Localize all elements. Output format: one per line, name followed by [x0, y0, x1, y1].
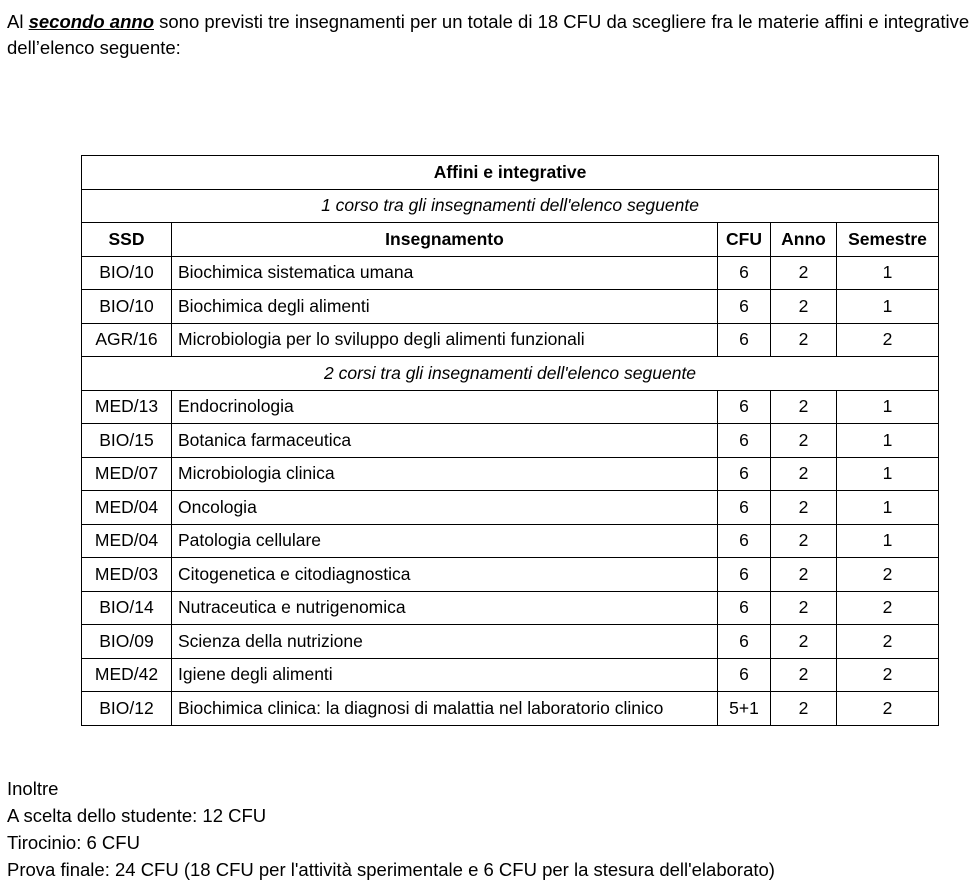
note-prova-finale: Prova finale: 24 CFU (18 CFU per l'attività sperimentale e 6 CFU per la stesura dell'elaborato) — [7, 859, 775, 880]
table-row — [82, 323, 939, 357]
cell-insegnamento: Scienza della nutrizione — [172, 625, 718, 659]
table-row — [82, 558, 939, 592]
intro-prefix: Al — [7, 11, 29, 32]
table-row — [82, 591, 939, 625]
note-scelta-studente: A scelta dello studente: 12 CFU — [7, 805, 267, 826]
cell-cfu: 6 — [718, 424, 771, 458]
cell-semestre: 1 — [837, 290, 939, 324]
col-header-ssd: SSD — [82, 223, 172, 257]
cell-insegnamento: Botanica farmaceutica — [172, 424, 718, 458]
group1-label: 1 corso tra gli insegnamenti dell'elenco seguente — [82, 189, 939, 223]
group2-header-row — [82, 357, 939, 391]
cell-insegnamento: Biochimica clinica: la diagnosi di malattia nel laboratorio clinico — [172, 692, 718, 726]
note-tirocinio: Tirocinio: 6 CFU — [7, 832, 140, 853]
group2-label: 2 corsi tra gli insegnamenti dell'elenco seguente — [82, 357, 939, 391]
col-header-anno: Anno — [771, 223, 837, 257]
column-header-row — [82, 223, 939, 257]
table-row — [82, 625, 939, 659]
cell-semestre: 2 — [837, 558, 939, 592]
cell-ssd: BIO/09 — [82, 625, 172, 659]
cell-semestre: 2 — [837, 323, 939, 357]
cell-semestre: 1 — [837, 491, 939, 525]
cell-anno: 2 — [771, 457, 837, 491]
cell-cfu: 6 — [718, 591, 771, 625]
cell-ssd: MED/03 — [82, 558, 172, 592]
note-inoltre: Inoltre — [7, 778, 59, 799]
table-title-row — [82, 156, 939, 190]
col-header-semestre: Semestre — [837, 223, 939, 257]
cell-semestre: 2 — [837, 591, 939, 625]
table-row — [82, 524, 939, 558]
table-title: Affini e integrative — [82, 156, 939, 190]
cell-cfu: 6 — [718, 457, 771, 491]
cell-cfu: 6 — [718, 558, 771, 592]
closing-notes — [7, 775, 972, 883]
cell-semestre: 1 — [837, 256, 939, 290]
cell-ssd: MED/42 — [82, 658, 172, 692]
cell-insegnamento: Nutraceutica e nutrigenomica — [172, 591, 718, 625]
cell-cfu: 6 — [718, 323, 771, 357]
cell-cfu: 6 — [718, 390, 771, 424]
cell-cfu: 6 — [718, 524, 771, 558]
cell-insegnamento: Citogenetica e citodiagnostica — [172, 558, 718, 592]
table-row — [82, 390, 939, 424]
cell-semestre: 1 — [837, 457, 939, 491]
cell-anno: 2 — [771, 256, 837, 290]
intro-emphasis: secondo anno — [28, 11, 154, 32]
cell-cfu: 6 — [718, 256, 771, 290]
cell-ssd: BIO/12 — [82, 692, 172, 726]
cell-insegnamento: Oncologia — [172, 491, 718, 525]
cell-semestre: 1 — [837, 524, 939, 558]
cell-insegnamento: Patologia cellulare — [172, 524, 718, 558]
cell-semestre: 1 — [837, 390, 939, 424]
cell-anno: 2 — [771, 692, 837, 726]
cell-cfu: 5+1 — [718, 692, 771, 726]
cell-cfu: 6 — [718, 290, 771, 324]
cell-cfu: 6 — [718, 491, 771, 525]
cell-insegnamento: Biochimica degli alimenti — [172, 290, 718, 324]
cell-semestre: 1 — [837, 424, 939, 458]
intro-paragraph — [7, 9, 972, 61]
cell-ssd: MED/04 — [82, 491, 172, 525]
col-header-cfu: CFU — [718, 223, 771, 257]
cell-anno: 2 — [771, 625, 837, 659]
cell-ssd: BIO/10 — [82, 290, 172, 324]
cell-anno: 2 — [771, 524, 837, 558]
cell-insegnamento: Microbiologia clinica — [172, 457, 718, 491]
table-row — [82, 692, 939, 726]
cell-ssd: BIO/15 — [82, 424, 172, 458]
courses-table — [81, 155, 939, 726]
table-row — [82, 491, 939, 525]
cell-ssd: AGR/16 — [82, 323, 172, 357]
cell-ssd: BIO/14 — [82, 591, 172, 625]
cell-cfu: 6 — [718, 658, 771, 692]
cell-anno: 2 — [771, 591, 837, 625]
cell-anno: 2 — [771, 390, 837, 424]
col-header-insegnamento: Insegnamento — [172, 223, 718, 257]
cell-anno: 2 — [771, 424, 837, 458]
cell-anno: 2 — [771, 658, 837, 692]
table-row — [82, 424, 939, 458]
cell-insegnamento: Endocrinologia — [172, 390, 718, 424]
cell-semestre: 2 — [837, 625, 939, 659]
cell-anno: 2 — [771, 558, 837, 592]
table-row — [82, 290, 939, 324]
cell-insegnamento: Microbiologia per lo sviluppo degli alimenti funzionali — [172, 323, 718, 357]
cell-insegnamento: Igiene degli alimenti — [172, 658, 718, 692]
cell-ssd: MED/07 — [82, 457, 172, 491]
cell-anno: 2 — [771, 491, 837, 525]
cell-ssd: MED/04 — [82, 524, 172, 558]
cell-semestre: 2 — [837, 692, 939, 726]
cell-cfu: 6 — [718, 625, 771, 659]
cell-ssd: BIO/10 — [82, 256, 172, 290]
cell-insegnamento: Biochimica sistematica umana — [172, 256, 718, 290]
table-row — [82, 256, 939, 290]
cell-semestre: 2 — [837, 658, 939, 692]
cell-ssd: MED/13 — [82, 390, 172, 424]
table-row — [82, 457, 939, 491]
cell-anno: 2 — [771, 323, 837, 357]
table-row — [82, 658, 939, 692]
cell-anno: 2 — [771, 290, 837, 324]
group1-header-row — [82, 189, 939, 223]
intro-suffix: sono previsti tre insegnamenti per un totale di 18 CFU da scegliere fra le materie affini e integrative dell’elenco seguente: — [7, 11, 970, 58]
